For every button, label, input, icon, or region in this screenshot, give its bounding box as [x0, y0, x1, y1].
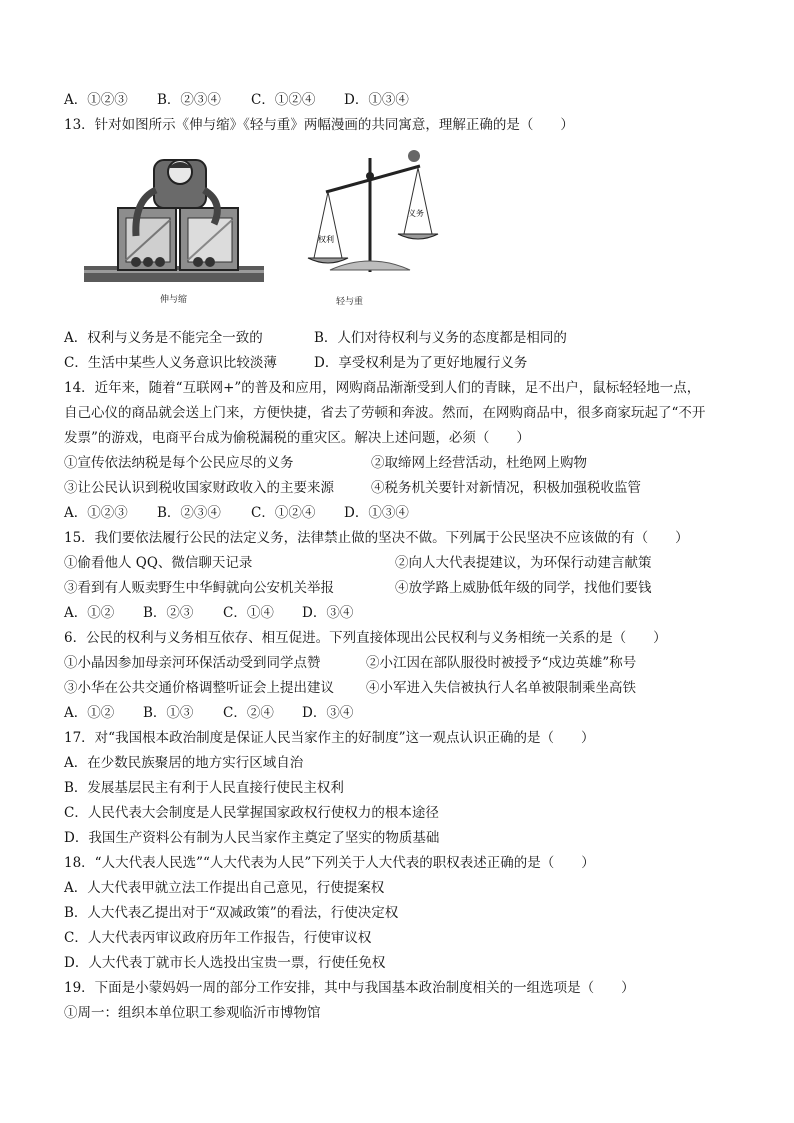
- q16-item-1: ①小晶因参加母亲河环保活动受到同学点赞: [64, 655, 321, 671]
- q15-stem: 15．我们要依法履行公民的法定义务，法律禁止做的坚决不做。下列属于公民坚决不应该做的有（ ）: [64, 530, 689, 546]
- q15-item-3: ③看到有人贩卖野生中华鲟就向公安机关举报: [64, 580, 334, 596]
- q16-stem: 6．公民的权利与义务相互依存、相互促进。下列直接体现出公民权利与义务相统一关系的是（ ）: [64, 630, 667, 646]
- q15-item-1: ①偷看他人 QQ、微信聊天记录: [64, 555, 253, 571]
- q12-option-d: D．①③④: [344, 92, 409, 108]
- q17-option-d: D．我国生产资料公有制为人民当家作主奠定了坚实的物质基础: [64, 830, 440, 846]
- q19-item-1: ①周一：组织本单位职工参观临沂市博物馆: [64, 1005, 321, 1021]
- q17-option-b: B．发展基层民主有利于人民直接行使民主权利: [64, 780, 344, 796]
- q15-option-b: B．②③: [143, 605, 194, 621]
- q16-item-4: ④小军进入失信被执行人名单被限制乘坐高铁: [366, 680, 636, 696]
- q18-option-a: A．人大代表甲就立法工作提出自己意见，行使提案权: [64, 880, 385, 896]
- q15-option-c: C．①④: [223, 605, 274, 621]
- q14-option-b: B．②③④: [157, 505, 221, 521]
- q15-option-a: A．①②: [64, 605, 115, 621]
- q18-option-b: B．人大代表乙提出对于“双减政策”的看法，行使决定权: [64, 905, 399, 921]
- q13-option-a: A．权利与义务是不能完全一致的: [64, 330, 263, 346]
- q14-item-4: ④税务机关要针对新情况，积极加强税收监管: [371, 480, 641, 496]
- q14-stem-line-3: 发票”的游戏，电商平台成为偷税漏税的重灾区。解决上述问题，必须（ ）: [64, 430, 530, 446]
- q14-item-1: ①宣传依法纳税是每个公民应尽的义务: [64, 455, 294, 471]
- q14-stem-line-1: 14．近年来，随着“互联网+”的普及和应用，网购商品渐渐受到人们的青睐，足不出户，鼠标轻轻地一点，: [64, 380, 701, 396]
- cartoon-left-caption: 伸与缩: [160, 295, 188, 305]
- q13-option-b: B．人们对待权利与义务的态度都是相同的: [314, 330, 567, 346]
- q16-item-2: ②小江因在部队服役时被授予“戍边英雄”称号: [366, 655, 637, 671]
- pan-right-label: 义务: [408, 209, 424, 218]
- q14-stem-line-2: 自己心仪的商品就会送上门来，方便快捷，省去了劳顿和奔波。然而，在网购商品中，很多商家玩起了“不开: [64, 405, 706, 421]
- cartoon-light-heavy: [300, 146, 450, 312]
- q14-option-a: A．①②③: [64, 505, 128, 521]
- q17-option-c: C．人民代表大会制度是人民掌握国家政权行使权力的根本途径: [64, 805, 439, 821]
- q13-option-c: C．生活中某些人义务意识比较淡薄: [64, 355, 277, 371]
- q14-option-d: D．①③④: [344, 505, 409, 521]
- q14-item-3: ③让公民认识到税收国家财政收入的主要来源: [64, 480, 334, 496]
- q17-option-a: A．在少数民族聚居的地方实行区域自治: [64, 755, 304, 771]
- q12-option-a: A．①②③: [64, 92, 128, 108]
- q13-stem: 13．针对如图所示《伸与缩》《轻与重》两幅漫画的共同寓意，理解正确的是（ ）: [64, 117, 574, 133]
- q12-option-c: C．①②④: [251, 92, 316, 108]
- q15-item-2: ②向人大代表提建议，为环保行动建言献策: [395, 555, 652, 571]
- cartoon-right-caption: 轻与重: [336, 297, 364, 307]
- q16-option-b: B．①③: [143, 705, 194, 721]
- q18-option-c: C．人大代表丙审议政府历年工作报告，行使审议权: [64, 930, 372, 946]
- pan-left-label: 权利: [318, 235, 334, 244]
- q17-stem: 17．对“我国根本政治制度是保证人民当家作主的好制度”这一观点认识正确的是（ ）: [64, 730, 595, 746]
- q16-option-a: A．①②: [64, 705, 115, 721]
- q13-option-d: D．享受权利是为了更好地履行义务: [314, 355, 528, 371]
- q18-stem: 18．“人大代表人民选”“人大代表为人民”下列关于人大代表的职权表述正确的是（ ）: [64, 855, 595, 871]
- q14-option-c: C．①②④: [251, 505, 316, 521]
- cartoon-stretch-shrink: [84, 150, 264, 312]
- q16-option-c: C．②④: [223, 705, 274, 721]
- q14-item-2: ②取缔网上经营活动，杜绝网上购物: [371, 455, 587, 471]
- q15-option-d: D．③④: [302, 605, 354, 621]
- q19-stem: 19．下面是小蒙妈妈一周的部分工作安排，其中与我国基本政治制度相关的一组选项是（ ）: [64, 980, 635, 996]
- q12-option-b: B．②③④: [157, 92, 221, 108]
- q16-option-d: D．③④: [302, 705, 354, 721]
- q16-item-3: ③小华在公共交通价格调整听证会上提出建议: [64, 680, 334, 696]
- q15-item-4: ④放学路上威胁低年级的同学，找他们要钱: [395, 580, 652, 596]
- q18-option-d: D．人大代表丁就市长人选投出宝贵一票，行使任免权: [64, 955, 386, 971]
